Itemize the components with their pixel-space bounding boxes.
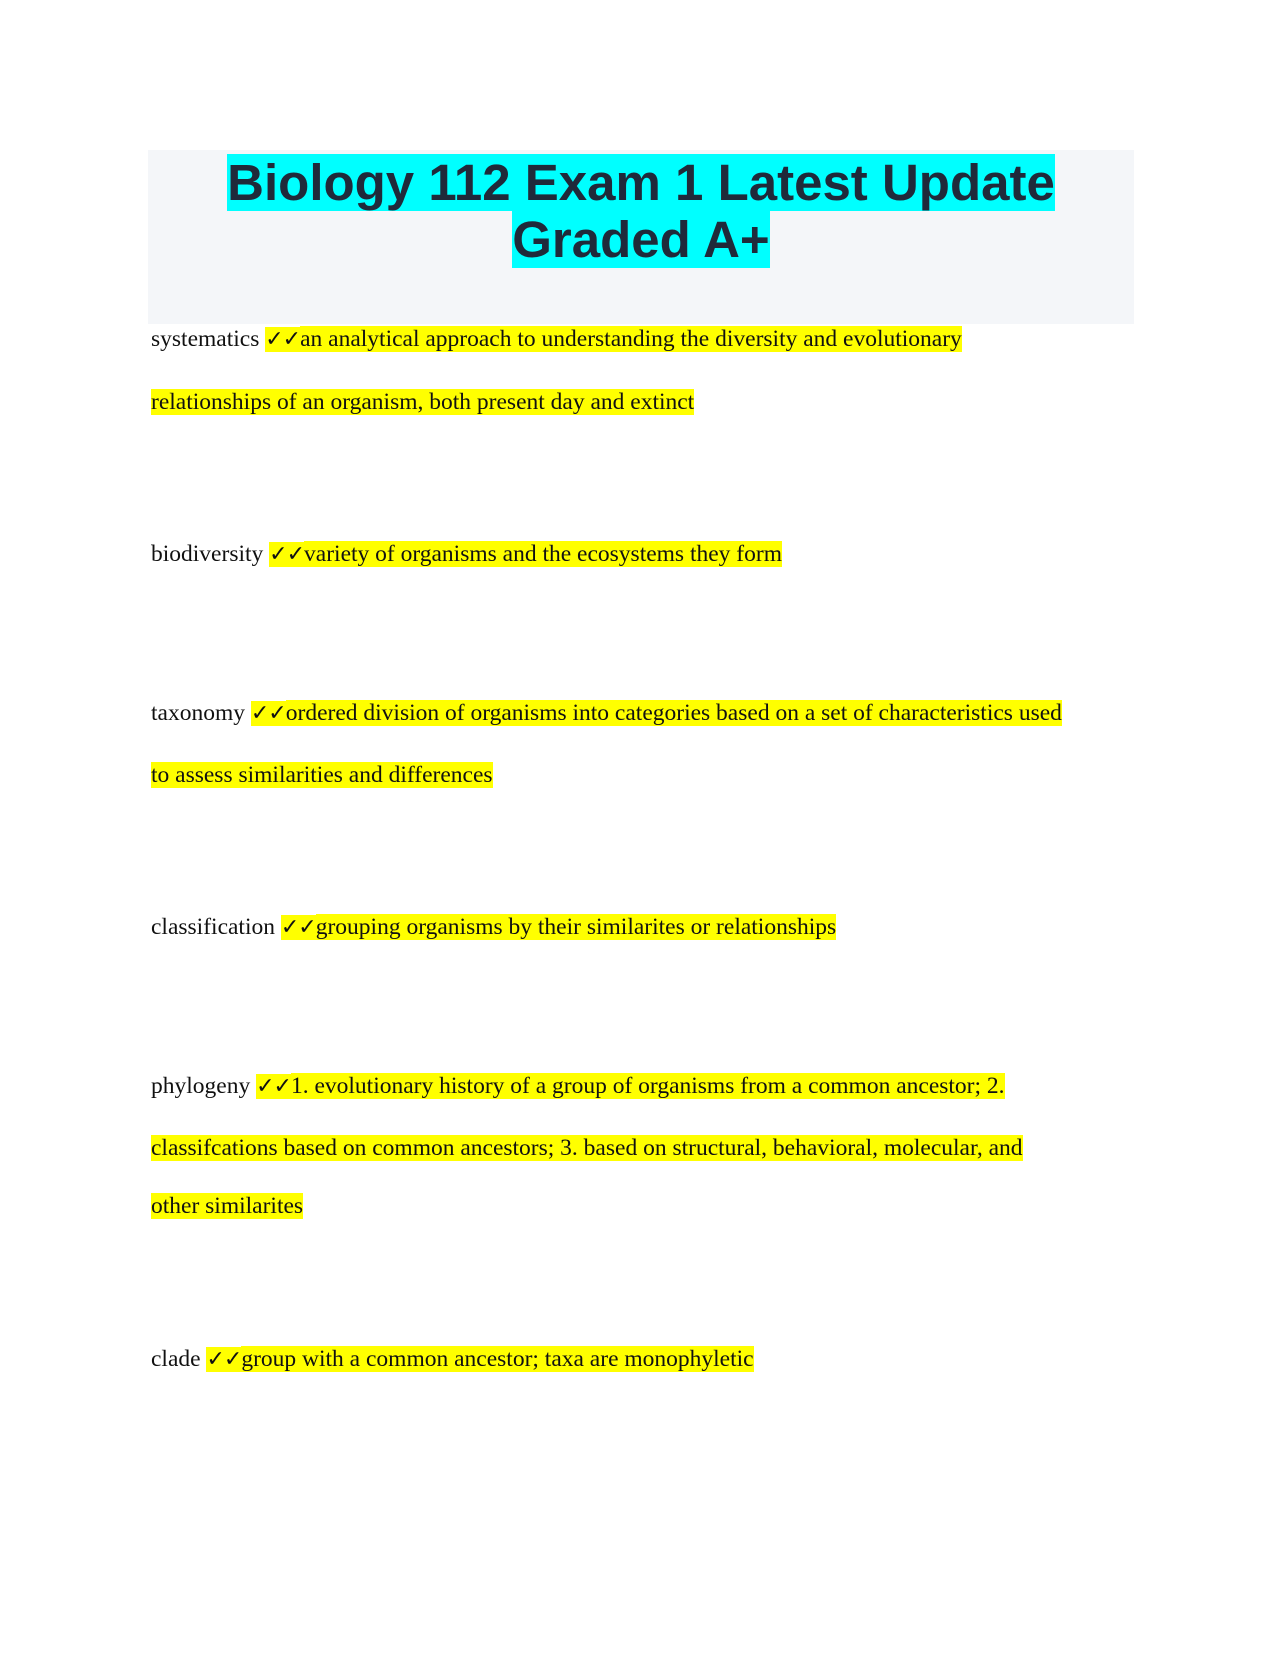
term: phylogeny — [151, 1073, 251, 1099]
definition-text: variety of organisms and the ecosystems they form — [304, 541, 782, 567]
term: taxonomy — [151, 700, 245, 726]
definition-text: to assess similarities and differences — [151, 762, 493, 788]
entry-biodiversity-line-1 — [151, 541, 782, 568]
check-icon: ✓✓ — [280, 915, 316, 940]
entry-classification-line-1 — [151, 914, 836, 941]
entry-phylogeny-line-3 — [151, 1193, 303, 1220]
term: clade — [151, 1346, 201, 1372]
check-icon: ✓✓ — [250, 701, 286, 726]
document-title — [211, 154, 1071, 268]
entry-phylogeny-line-2 — [151, 1135, 1023, 1162]
entry-taxonomy-line-1 — [151, 700, 1062, 727]
entry-systematics-line-2 — [151, 389, 694, 416]
check-icon: ✓✓ — [206, 1347, 242, 1372]
entry-phylogeny-line-1 — [151, 1073, 1005, 1100]
term: classification — [151, 914, 275, 940]
check-icon: ✓✓ — [269, 542, 305, 567]
definition-text: ordered division of organisms into categories based on a set of characteristics used — [285, 700, 1062, 726]
check-icon: ✓✓ — [256, 1074, 291, 1099]
document-title-box — [148, 150, 1134, 324]
entry-taxonomy-line-2 — [151, 762, 493, 789]
definition-text: other similarites — [151, 1193, 304, 1219]
term: biodiversity — [151, 541, 264, 567]
definition-text: an analytical approach to understanding the diversity and evolutionary — [300, 326, 962, 352]
term: systematics — [151, 326, 260, 352]
definition-text: 1. evolutionary history of a group of organisms from a common ancestor; 2. — [290, 1073, 1005, 1099]
definition-text: group with a common ancestor; taxa are monophyletic — [241, 1346, 754, 1372]
entry-clade-line-1 — [151, 1346, 754, 1373]
check-icon: ✓✓ — [265, 327, 301, 352]
definition-text: grouping organisms by their similarites or relationships — [315, 914, 837, 940]
definition-text: classifcations based on common ancestors; 3. based on structural, behavioral, molecular, and — [151, 1135, 1023, 1161]
definition-text: relationships of an organism, both present day and extinct — [151, 389, 695, 415]
entry-systematics-line-1 — [151, 326, 962, 353]
document-title-text: Biology 112 Exam 1 Latest Update Graded A+ — [227, 154, 1055, 268]
